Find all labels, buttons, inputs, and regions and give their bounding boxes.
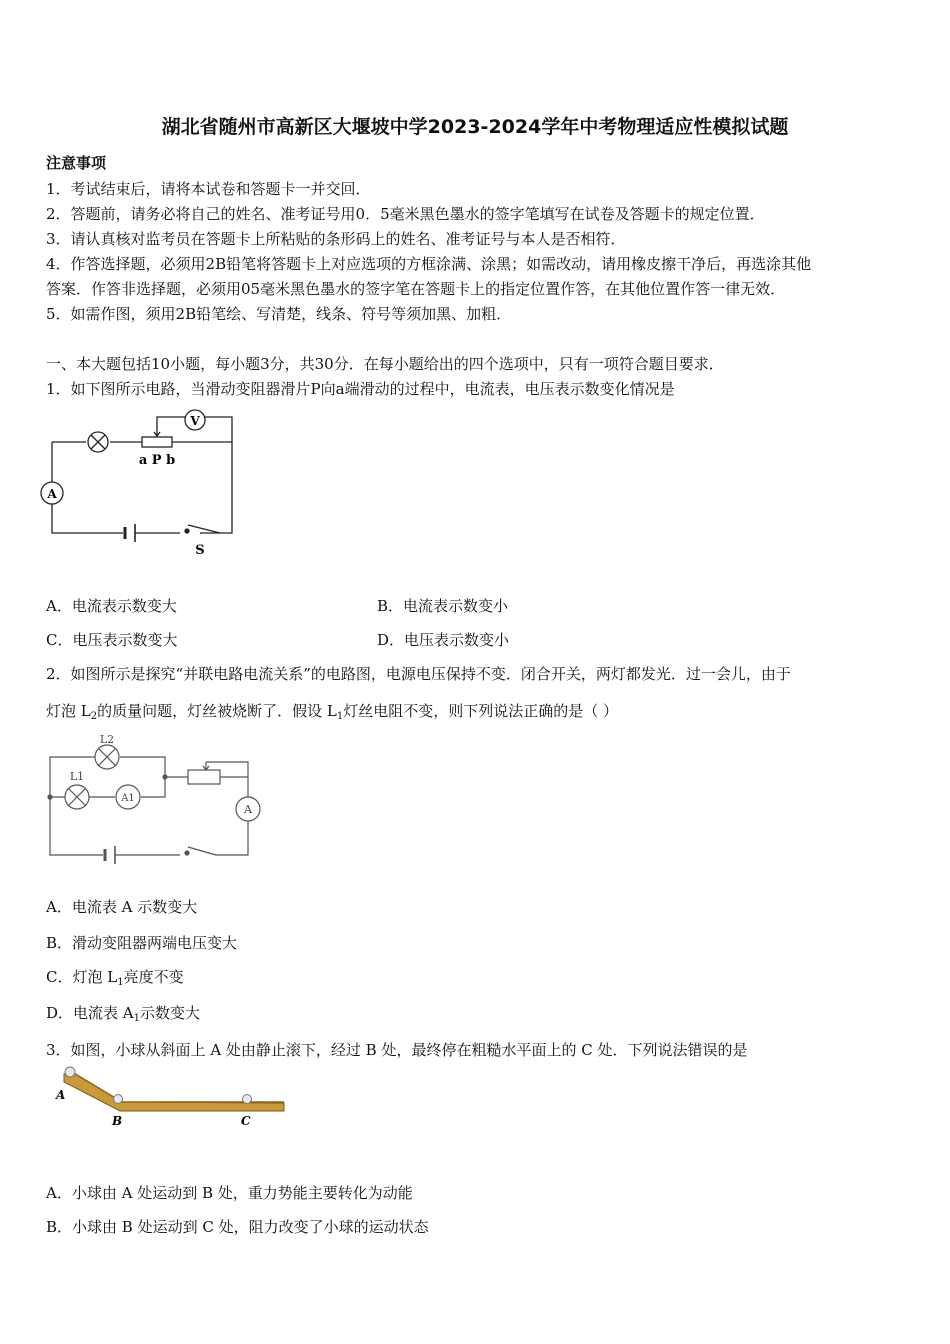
notice-item: 5．如需作图，须用2B铅笔绘、写清楚，线条、符号等须加黑、加粗． — [46, 305, 512, 323]
lamp-l1-label: L1 — [69, 770, 85, 783]
point-a-label: A — [56, 1088, 66, 1102]
q3-stem: 3．如图，小球从斜面上 A 处由静止滚下，经过 B 处，最终停在粗糙水平面上的 C 处．下列说法错误的是 — [46, 1041, 748, 1059]
page-title: 湖北省随州市高新区大堰坡中学2023-2024学年中考物理适应性模拟试题 — [161, 116, 789, 138]
ammeter-label: A — [47, 487, 57, 501]
q2-option-c: C．灯泡 $L_1$亮度不变 — [46, 968, 184, 988]
q1-option-c: C．电压表示数变大 — [46, 631, 178, 649]
q3-option-b: B．小球由 B 处运动到 C 处，阻力改变了小球的运动状态 — [46, 1218, 429, 1236]
q1-option-b: B．电流表示数变小 — [377, 597, 509, 615]
notice-heading: 注意事项 — [46, 154, 107, 172]
q2-stem-2: 灯泡 $L_2$的质量问题，灯丝被烧断了．假设 $L_1$灯丝电阻不变，则下列说法正确的是（ ） — [46, 702, 618, 722]
q1-stem: 1．如下图所示电路，当滑动变阻器滑片P向a端滑动的过程中，电流表，电压表示数变化情况是 — [46, 380, 675, 398]
notice-item: 答案．作答非选择题，必须用05毫米黑色墨水的签字笔在答题卡上的指定位置作答，在其他位置作答一律无效． — [46, 280, 786, 298]
point-b-label: B — [112, 1114, 123, 1128]
q2-stem: 2．如图所示是探究“并联电路电流关系”的电路图，电源电压保持不变．闭合开关，两灯都发光．过一会儿，由于 — [46, 665, 791, 683]
q1-circuit-diagram — [40, 405, 250, 565]
lamp-l2-label: L2 — [99, 733, 115, 746]
voltmeter-label: V — [190, 414, 200, 428]
ammeter-a1-label: A1 — [121, 793, 135, 804]
q2-circuit-diagram — [40, 732, 270, 862]
switch-label: S — [195, 543, 205, 558]
q1-option-d: D．电压表示数变小 — [377, 631, 510, 649]
q3-ramp-diagram — [50, 1066, 290, 1132]
notice-item: 1．考试结束后，请将本试卷和答题卡一并交回． — [46, 180, 371, 198]
ammeter-a-label: A — [244, 803, 252, 816]
q2-option-b: B．滑动变阻器两端电压变大 — [46, 934, 238, 952]
notice-item: 4．作答选择题，必须用2B铅笔将答题卡上对应选项的方框涂满、涂黑；如需改动，请用橡皮擦干净后，再选涂其他 — [46, 255, 812, 273]
point-c-label: C — [241, 1114, 251, 1128]
q2-option-d: D．电流表 $A_1$示数变大 — [46, 1004, 201, 1024]
q2-option-a: A．电流表 A 示数变大 — [46, 898, 198, 916]
notice-item: 2．答题前，请务必将自己的姓名、准考证号用0．5毫米黑色墨水的签字笔填写在试卷及答题卡的规定位置． — [46, 205, 765, 223]
notice-item: 3．请认真核对监考员在答题卡上所粘贴的条形码上的姓名、准考证号与本人是否相符． — [46, 230, 626, 248]
rheostat-label: a P b — [138, 453, 176, 468]
q3-option-a: A．小球由 A 处运动到 B 处，重力势能主要转化为动能 — [46, 1184, 413, 1202]
section-heading: 一、本大题包括10小题，每小题3分，共30分．在每小题给出的四个选项中，只有一项符合题目要求． — [46, 355, 724, 373]
q1-option-a: A．电流表示数变大 — [46, 597, 177, 615]
